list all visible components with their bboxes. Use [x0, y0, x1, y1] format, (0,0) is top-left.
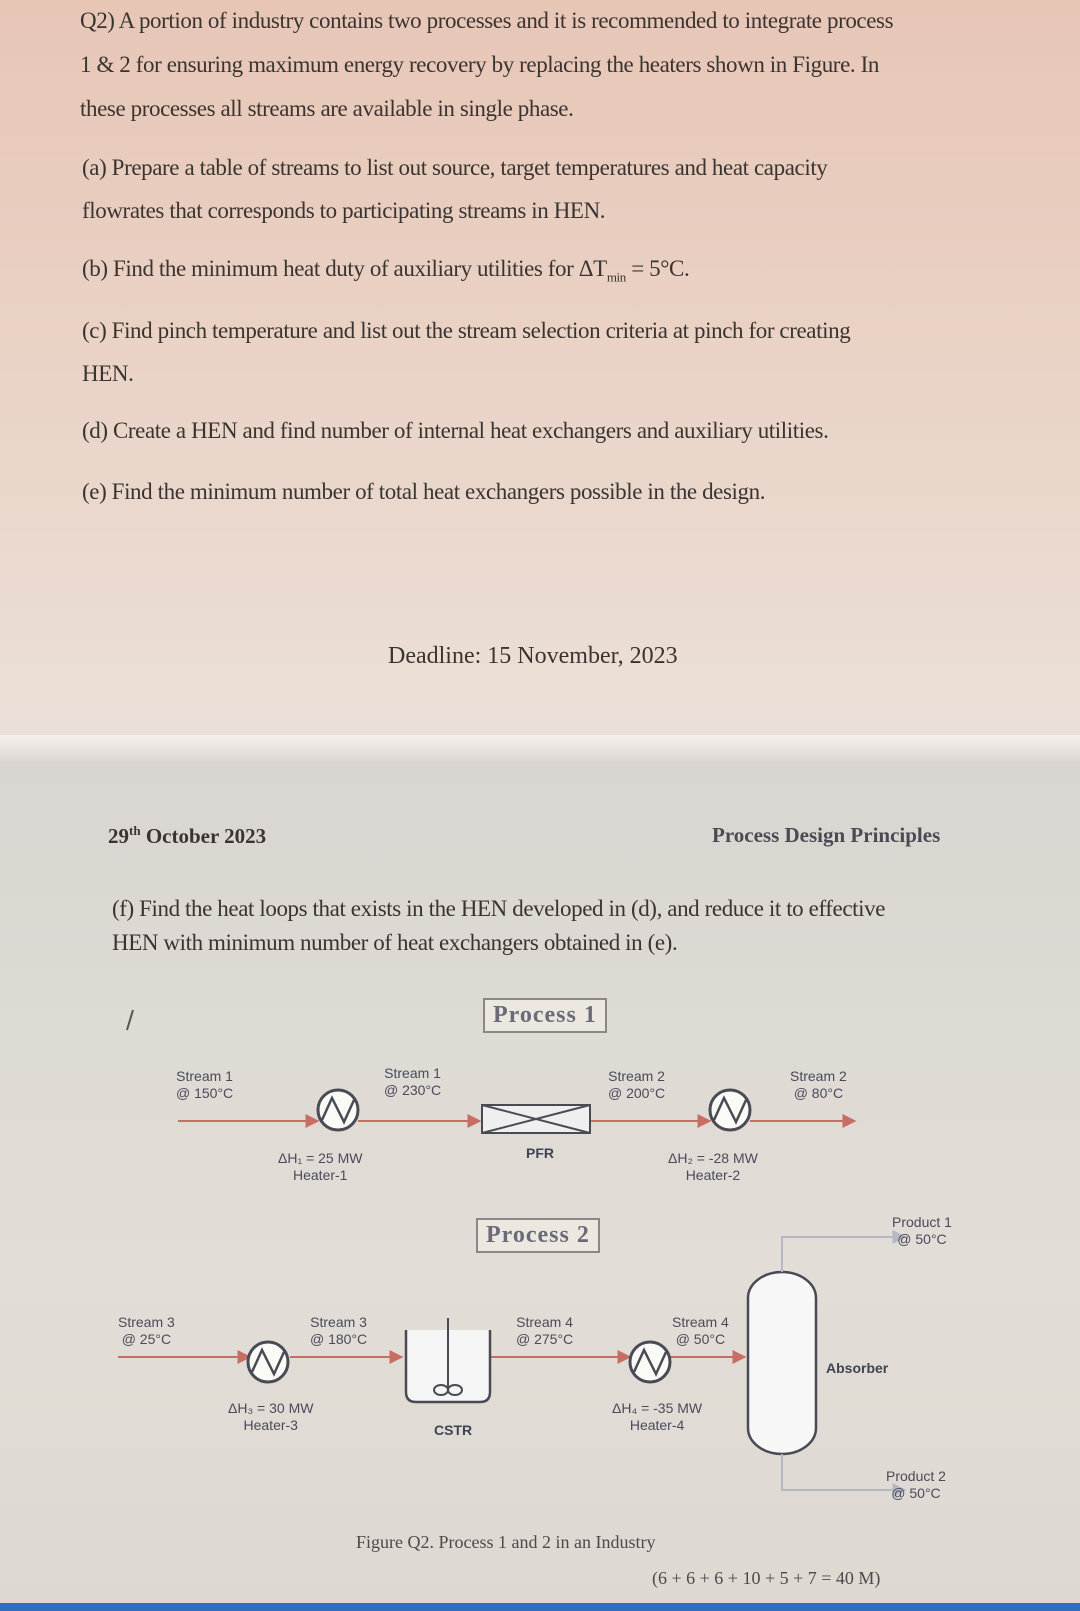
heater-2-label	[668, 1150, 758, 1184]
part-e-line: (e) Find the minimum number of total heat exchangers possible in the design.	[82, 479, 766, 504]
part-b-tail: = 5°C.	[625, 256, 690, 281]
part-f-line-2: HEN with minimum number of heat exchangers obtained in (e).	[112, 930, 678, 955]
pfr-reactor-icon	[482, 1105, 590, 1133]
stream-4-inlet-label	[516, 1314, 573, 1348]
stream-3-outlet-name: Stream 3	[310, 1314, 367, 1330]
heater-2-name: Heater-2	[685, 1167, 741, 1183]
part-b-subscript: min	[606, 269, 626, 285]
product-2-name: Product 2	[886, 1468, 946, 1484]
marks-breakdown: (6 + 6 + 6 + 10 + 5 + 7 = 40 M)	[652, 1568, 881, 1588]
absorber-label: Absorber	[826, 1360, 889, 1376]
part-f-line-1: (f) Find the heat loops that exists in the HEN developed in (d), and reduce it to effective	[112, 896, 886, 921]
heater-3-label	[228, 1400, 313, 1434]
heater-1-duty: ΔH₁ = 25 MW	[278, 1150, 363, 1166]
absorber-column-icon	[748, 1272, 816, 1454]
heater-1-label	[278, 1150, 362, 1184]
heater-1-name: Heater-1	[293, 1167, 348, 1183]
product-2-label	[886, 1468, 946, 1502]
heater-4-label	[612, 1400, 702, 1434]
process-2-label: Process 2	[476, 1218, 600, 1253]
heater-3-name: Heater-3	[243, 1417, 298, 1433]
stream-3-outlet-temp: @ 180°C	[310, 1331, 368, 1347]
window-bottom-strip	[0, 1603, 1080, 1611]
product-1-line	[782, 1237, 905, 1272]
product-1-temp: @ 50°C	[897, 1231, 947, 1247]
stream-3-inlet-temp: @ 25°C	[121, 1331, 172, 1347]
stream-2-outlet-label	[790, 1068, 847, 1102]
part-c-line-2: HEN.	[82, 361, 134, 386]
deadline: Deadline: 15 November, 2023	[388, 643, 678, 669]
product-1-label	[892, 1214, 952, 1248]
stream-2-inlet-name: Stream 2	[608, 1068, 665, 1084]
stream-2-outlet-temp: @ 80°C	[793, 1085, 844, 1101]
stream-3-inlet-label	[118, 1314, 175, 1348]
heater-3-icon	[248, 1342, 288, 1382]
stream-3-outlet-label	[310, 1314, 367, 1348]
stream-4-outlet-temp: @ 50°C	[675, 1331, 726, 1347]
stream-4-outlet-label	[672, 1314, 729, 1348]
product-1-name: Product 1	[892, 1214, 952, 1230]
stream-1-outlet-name: Stream 1	[384, 1065, 441, 1081]
stream-1-outlet-label	[384, 1065, 441, 1099]
stream-1-outlet-temp: @ 230°C	[384, 1082, 442, 1098]
heater-2-duty: ΔH₂ = -28 MW	[668, 1150, 758, 1166]
part-d-line: (d) Create a HEN and find number of internal heat exchangers and auxiliary utilities.	[82, 418, 829, 443]
heater-4-name: Heater-4	[629, 1417, 685, 1433]
question-line-1: Q2) A portion of industry contains two processes and it is recommended to integrate process	[80, 8, 894, 33]
stream-3-inlet-name: Stream 3	[118, 1314, 175, 1330]
stream-2-inlet-label	[608, 1068, 665, 1102]
question-line-2: 1 & 2 for ensuring maximum energy recovery by replacing the heaters shown in Figure. In	[80, 52, 879, 77]
pen-mark	[127, 1010, 133, 1030]
part-c-line-1: (c) Find pinch temperature and list out the stream selection criteria at pinch for creating	[82, 318, 851, 343]
product-2-temp: @ 50°C	[891, 1485, 941, 1501]
stream-2-inlet-temp: @ 200°C	[608, 1085, 666, 1101]
heater-4-duty: ΔH₄ = -35 MW	[612, 1400, 703, 1416]
question-line-3: these processes all streams are available in single phase.	[80, 96, 574, 121]
stream-1-inlet-label	[176, 1068, 233, 1102]
stream-4-inlet-temp: @ 275°C	[516, 1331, 574, 1347]
stream-4-inlet-name: Stream 4	[516, 1314, 573, 1330]
part-a-line-1: (a) Prepare a table of streams to list out source, target temperatures and heat capacity	[82, 155, 828, 180]
part-b-text: (b) Find the minimum heat duty of auxiliary utilities for ΔT	[82, 256, 607, 281]
date-day: 29	[108, 824, 129, 848]
stream-1-inlet-name: Stream 1	[176, 1068, 233, 1084]
heater-2-icon	[710, 1090, 750, 1130]
heater-3-duty: ΔH₃ = 30 MW	[228, 1400, 314, 1416]
figure-caption: Figure Q2. Process 1 and 2 in an Industry	[356, 1532, 656, 1552]
pfr-label: PFR	[526, 1145, 554, 1161]
heater-4-icon	[630, 1342, 670, 1382]
heater-1-icon	[318, 1090, 358, 1130]
cstr-label: CSTR	[434, 1422, 473, 1438]
stream-2-outlet-name: Stream 2	[790, 1068, 847, 1084]
cstr-reactor-icon	[406, 1318, 490, 1402]
date-rest: October 2023	[140, 824, 267, 848]
part-a-line-2: flowrates that corresponds to participating streams in HEN.	[82, 198, 606, 223]
date-suffix: th	[129, 823, 141, 838]
course-title: Process Design Principles	[712, 823, 941, 847]
stream-4-outlet-name: Stream 4	[672, 1314, 729, 1330]
stream-1-inlet-temp: @ 150°C	[176, 1085, 234, 1101]
process-1-label: Process 1	[483, 998, 607, 1033]
